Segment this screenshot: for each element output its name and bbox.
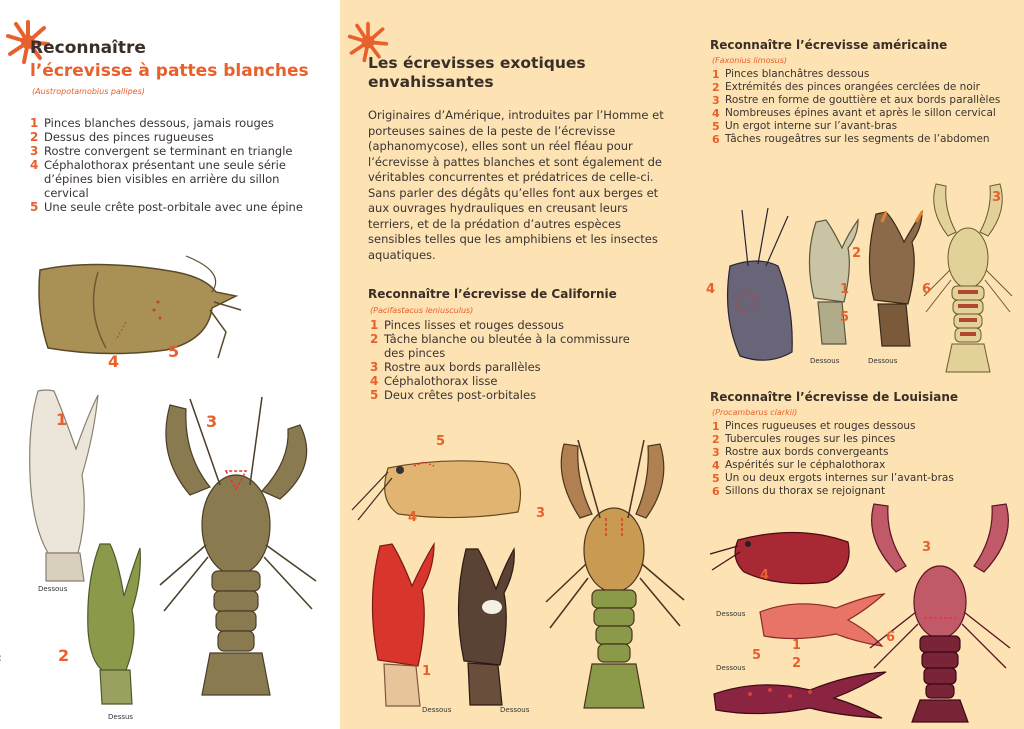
list-item: 5 Une seule crête post-orbitale avec une épine: [30, 200, 303, 214]
louisiana-label-2: 2: [792, 656, 802, 671]
american-top-claw-illustration: [864, 210, 924, 350]
american-label-5: 5: [840, 310, 850, 325]
american-caption-dessous-b: Dessous: [868, 357, 898, 365]
louisiana-crayfish-illustration: [860, 498, 1020, 726]
list-item: 1 Pinces lisses et rouges dessous: [370, 318, 565, 332]
american-caption-dessous-a: Dessous: [810, 357, 840, 365]
criteria-list: [30, 116, 315, 214]
list-item: 4 Céphalothorax présentant une seule série d’épines bien visibles en arrière du sillon cervical: [30, 158, 286, 200]
california-dark-claw-illustration: [450, 545, 520, 710]
california-crayfish-illustration: [540, 438, 690, 728]
list-item: 5 Deux crêtes post-orbitales: [370, 388, 537, 402]
louisiana-label-4: 4: [760, 568, 770, 583]
california-label-5: 5: [436, 434, 446, 449]
scientific-name: (Austropotamobius pallipes): [32, 87, 145, 96]
louisiana-label-5: 5: [752, 648, 762, 663]
american-label-6: 6: [922, 282, 932, 297]
list-item: 1 Pinces rugueuses et rouges dessous: [712, 420, 916, 433]
green-claw-top-illustration: [80, 540, 150, 708]
label-5: 5: [168, 342, 180, 361]
right-panel-invasive-crayfish: [340, 0, 1024, 729]
list-item: 3 Rostre aux bords convergeants: [712, 446, 889, 459]
california-label-1: 1: [422, 664, 432, 679]
american-criteria-list: [712, 68, 1012, 146]
louisiana-criteria-list: [712, 420, 1012, 498]
label-1: 1: [56, 410, 68, 429]
list-item: 2 Extrémités des pinces orangées cerclées de noir: [712, 81, 980, 94]
list-item: 4 Nombreuses épines avant et après le sillon cervical: [712, 107, 996, 120]
american-title: Reconnaître l’écrevisse américaine: [710, 38, 948, 52]
louisiana-label-1: 1: [792, 638, 802, 653]
list-item: 6 Tâches rougeâtres sur les segments de l’abdomen: [712, 133, 990, 146]
list-item: 3 Rostre aux bords parallèles: [370, 360, 541, 374]
list-item: 2 Tubercules rouges sur les pinces: [712, 433, 896, 446]
california-caption-dessous-a: Dessous: [422, 706, 452, 714]
cephalothorax-illustration: [36, 252, 246, 377]
louisiana-label-3: 3: [922, 540, 932, 555]
list-item: 1 Pinces blanchâtres dessous: [712, 68, 870, 81]
american-label-4: 4: [706, 282, 716, 297]
american-label-3: 3: [992, 190, 1002, 205]
list-item: 2 Tâche blanche ou bleutée à la commissure des pinces: [370, 332, 630, 360]
california-label-3: 3: [536, 506, 546, 521]
page-title-line2: l’écrevisse à pattes blanches: [30, 61, 309, 81]
label-3: 3: [206, 412, 218, 431]
caption-dessus: Dessus: [108, 713, 134, 721]
american-underside-claw-illustration: [802, 218, 862, 348]
california-red-claw-illustration: [362, 540, 442, 710]
louisiana-scientific-name: (Procambarus clarkii): [712, 408, 798, 417]
american-scientific-name: (Faxonius limosus): [712, 56, 787, 65]
list-item: 4 Céphalothorax lisse: [370, 374, 498, 388]
california-criteria-list: [370, 318, 640, 402]
louisiana-caption-dessous-a: Dessous: [716, 610, 746, 618]
white-clawed-crayfish-illustration: [150, 395, 325, 725]
caption-dessous: Dessous: [38, 585, 68, 593]
american-label-1: 1: [840, 282, 850, 297]
list-item: 2 Dessus des pinces rugueuses: [30, 130, 214, 144]
illustration-credit: [0, 648, 1, 719]
list-item: 5 Un ergot interne sur l’avant-bras: [712, 120, 898, 133]
louisiana-label-6: 6: [886, 630, 896, 645]
label-2: 2: [58, 646, 70, 665]
louisiana-caption-dessous-b: Dessous: [716, 664, 746, 672]
california-title: Reconnaître l’écrevisse de Californie: [368, 287, 617, 301]
page-title-line1: Reconnaître: [30, 38, 146, 58]
list-item: 6 Sillons du thorax se rejoignant: [712, 485, 886, 498]
california-caption-dessous-b: Dessous: [500, 706, 530, 714]
left-panel-white-clawed-crayfish: [0, 0, 340, 729]
american-label-2: 2: [852, 246, 862, 261]
louisiana-title: Reconnaître l’écrevisse de Louisiane: [710, 390, 959, 404]
list-item: 3 Rostre convergent se terminant en triangle: [30, 144, 293, 158]
california-scientific-name: (Pacifastacus leniusculus): [370, 306, 474, 315]
list-item: 5 Un ou deux ergots internes sur l’avant-bras: [712, 472, 954, 485]
california-label-4: 4: [408, 510, 418, 525]
label-4: 4: [108, 352, 120, 371]
list-item: 4 Aspérités sur le céphalothorax: [712, 459, 886, 472]
list-item: 3 Rostre en forme de gouttière et aux bords parallèles: [712, 94, 1001, 107]
list-item: 1 Pinces blanches dessous, jamais rouges: [30, 116, 274, 130]
louisiana-head-illustration: [708, 520, 858, 590]
california-head-illustration: [348, 450, 528, 530]
american-crayfish-illustration: [918, 180, 1018, 380]
intro-paragraph: Originaires d’Amérique, introduites par l’Homme et porteuses saines de la peste de l’écrevisse (aphanomycose), elles sont un réel fléau pour l’écrevisse à pattes blanches et sont également de véritables concurrentes et prédatrices de celle-ci. Sans parler des dégâts qu’elles font aux berges et aux ouvrages hydrauliques en creusant leurs terriers, et de la prédation d’autres espèces sensibles telles que les amphibiens et les insectes aquatiques.: [368, 108, 664, 262]
american-head-illustration: [718, 206, 798, 366]
section-title: Les écrevisses exotiques envahissantes: [368, 54, 586, 91]
